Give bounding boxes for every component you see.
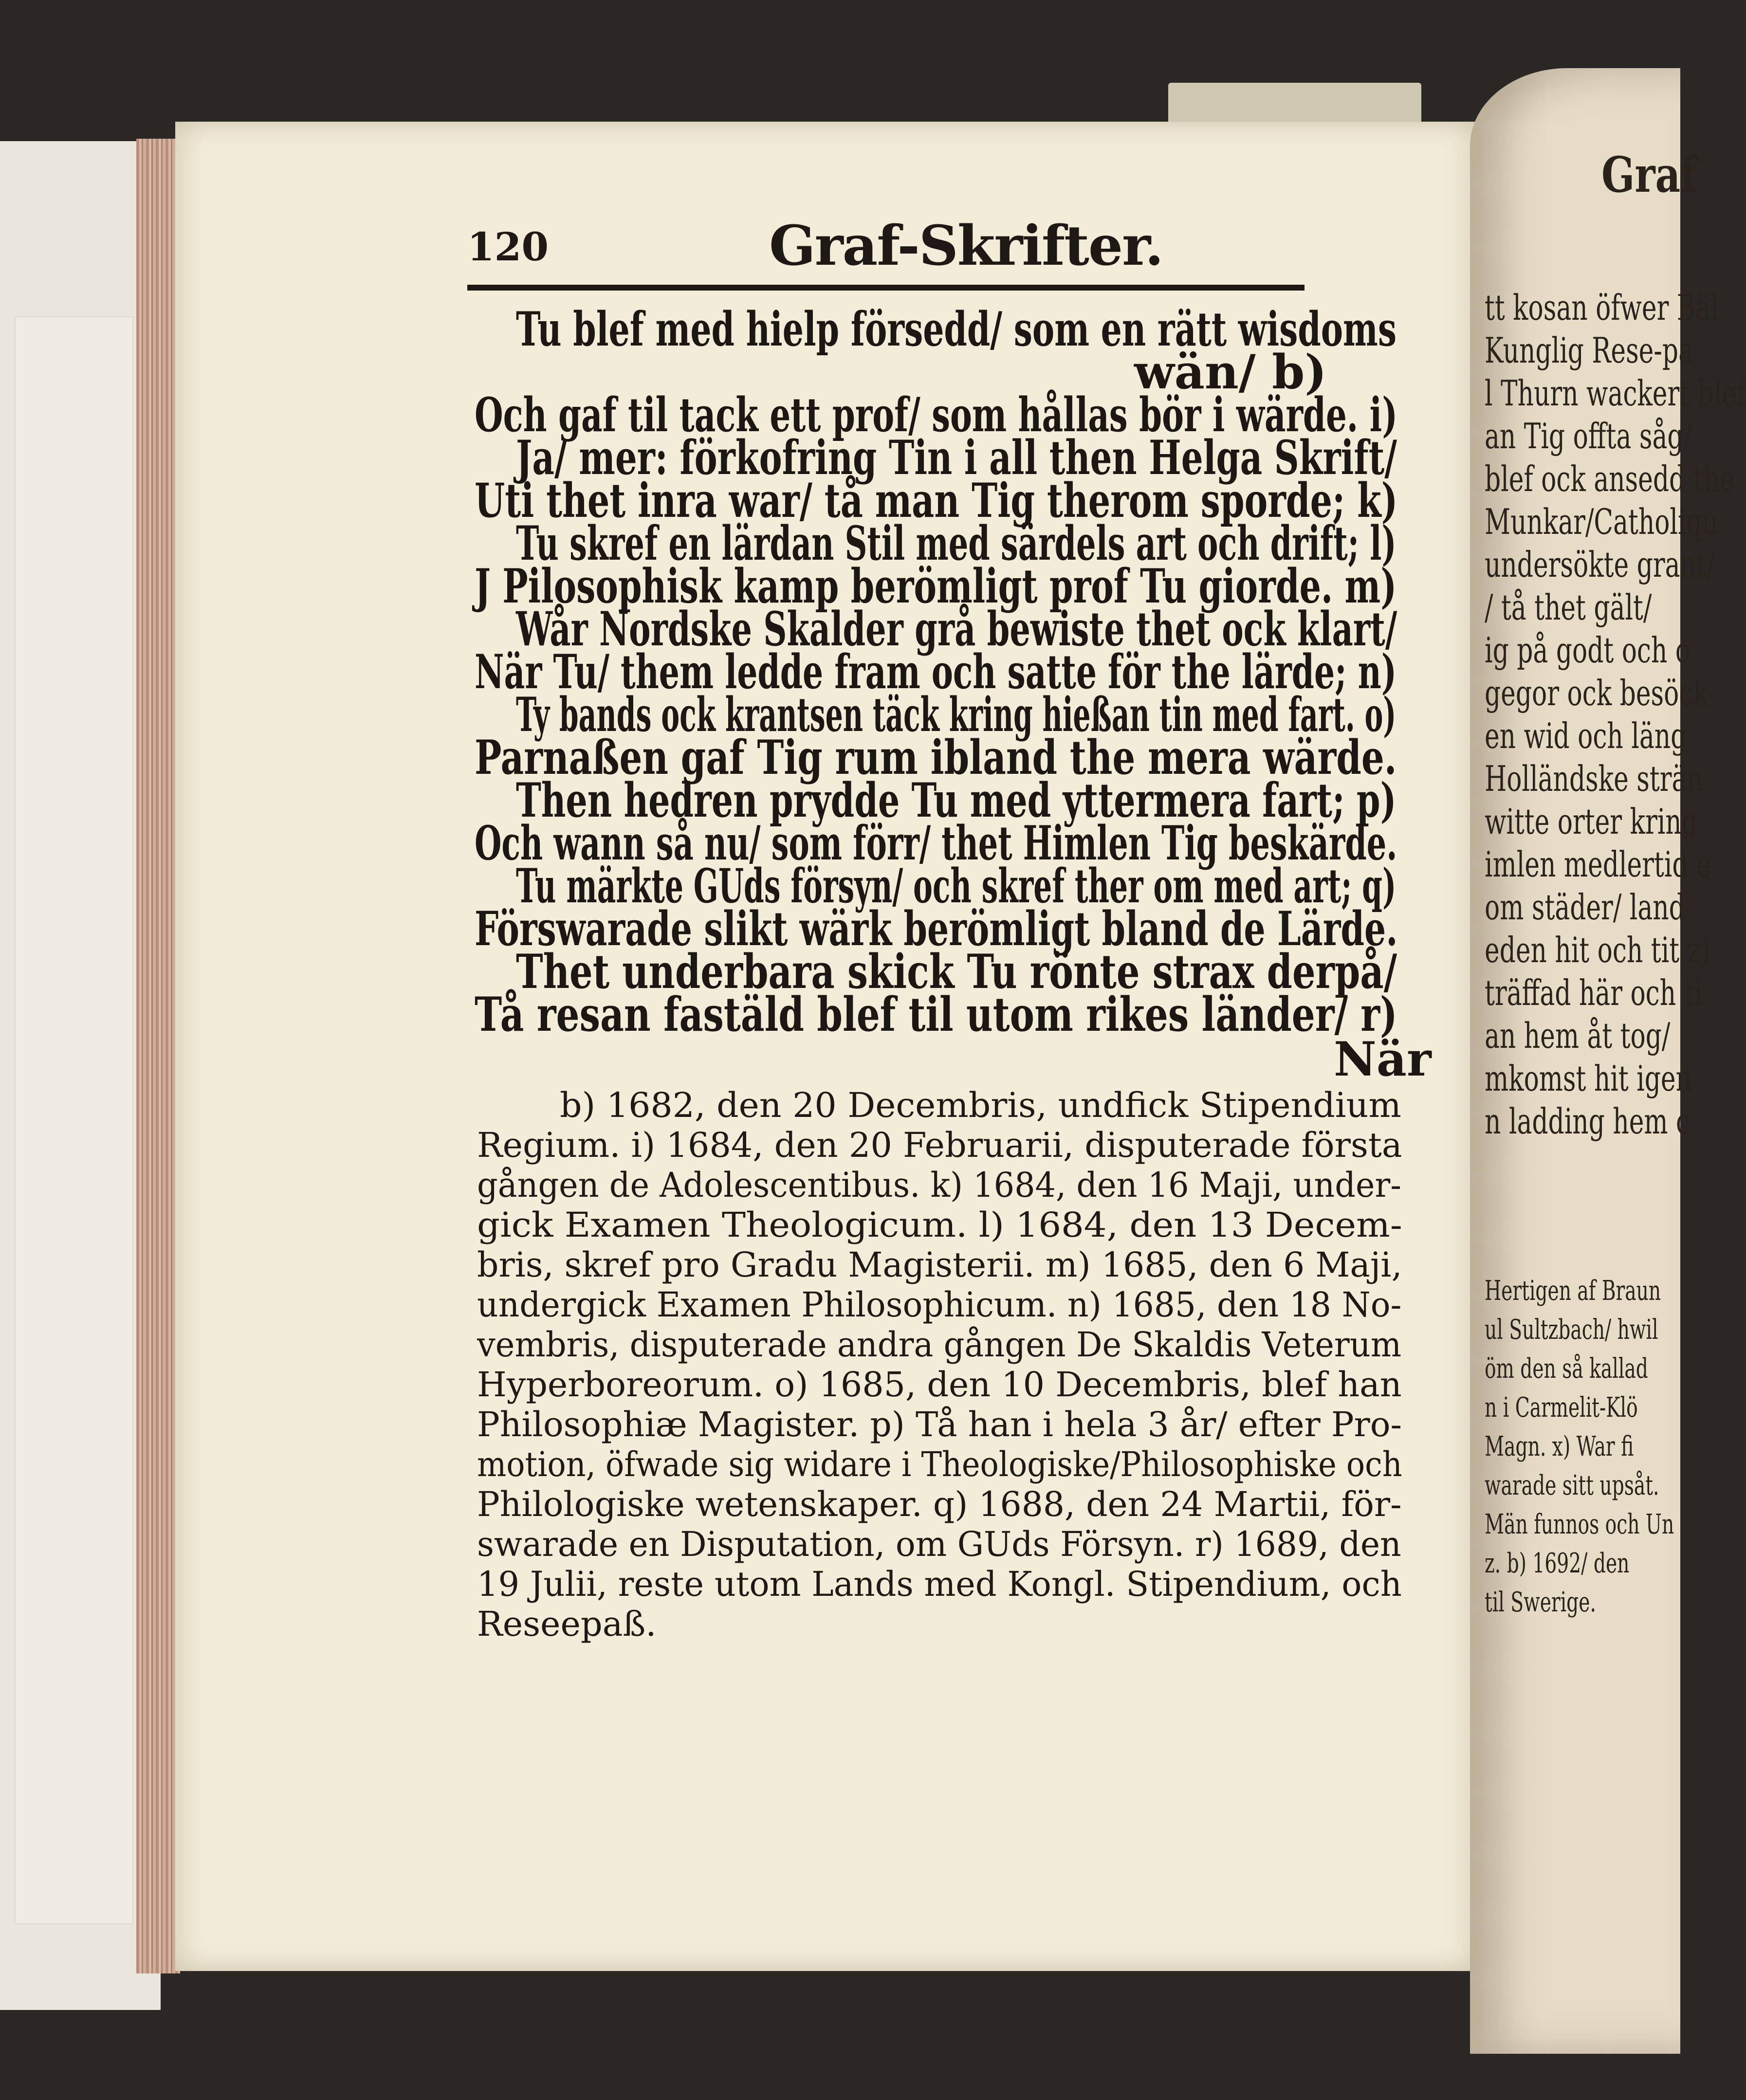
footnote-line: Reseepaß. bbox=[477, 1604, 657, 1644]
footnote-line: Philosophiæ Magister. p) Tå han i hela 3 år/ efter Pro- bbox=[477, 1405, 1402, 1444]
verse-line: När Tu/ them ledde fram och satte för the lärde; n) bbox=[475, 644, 1397, 699]
footnote-line: motion, öfwade sig widare i Theologiske/Philosophiske och bbox=[477, 1444, 1402, 1484]
facing-page-line: witte orter kring bbox=[1485, 801, 1698, 842]
verse-line: Förswarade slikt wärk berömligt bland de Lärde. bbox=[475, 901, 1398, 956]
facing-page-line: blef ock ansedd the bbox=[1485, 458, 1735, 499]
facing-page-line: eden hit och tit z) bbox=[1485, 930, 1711, 970]
footnote-line: 19 Julii, reste utom Lands med Kongl. Stipendium, och bbox=[477, 1564, 1402, 1604]
facing-page-line: undersökte grant/ bbox=[1485, 544, 1715, 585]
left-board-panel bbox=[15, 316, 133, 1924]
facing-page-note: Män funnos och Un bbox=[1485, 1509, 1674, 1540]
footnote-line: Hyperboreorum. o) 1685, den 10 Decembris, blef han bbox=[477, 1365, 1402, 1405]
verse-line: Then hedren prydde Tu med yttermera fart; p) bbox=[516, 773, 1397, 828]
facing-page-line: imlen medlertid e bbox=[1485, 844, 1711, 885]
catchword: När bbox=[1334, 1032, 1432, 1087]
verse-line: J Pilosophisk kamp berömligt prof Tu giorde. m) bbox=[475, 559, 1397, 614]
facing-page-line: gegor ock besöck bbox=[1485, 673, 1709, 713]
facing-page-line: / tå thet gält/ bbox=[1485, 587, 1652, 628]
facing-page-line: n ladding hem c bbox=[1485, 1101, 1691, 1142]
facing-page-note: Hertigen af Braun bbox=[1485, 1275, 1661, 1307]
footnote-line: gick Examen Theologicum. l) 1684, den 13 Decem- bbox=[477, 1205, 1402, 1245]
facing-page-line: om städer/ land bbox=[1485, 887, 1685, 928]
facing-page-note: öm den så kallad bbox=[1485, 1353, 1648, 1385]
footnote-line: bris, skref pro Gradu Magisterii. m) 1685, den 6 Maji, bbox=[477, 1245, 1402, 1285]
facing-page bbox=[1470, 68, 1746, 2054]
facing-page-note: n i Carmelit-Klö bbox=[1485, 1392, 1638, 1424]
facing-page-line: Munkar/Catholiqu bbox=[1485, 501, 1719, 542]
verse-line: Tu blef med hielp försedd/ som en rätt wisdoms bbox=[516, 302, 1397, 357]
facing-page-line: Kunglig Rese-pa bbox=[1485, 330, 1693, 371]
facing-page-note: warade sitt upsåt. bbox=[1485, 1470, 1659, 1501]
facing-page-note: Magn. x) War fi bbox=[1485, 1431, 1634, 1462]
facing-page-line: an Tig offta såg/ bbox=[1485, 416, 1692, 457]
facing-page-title: Graf bbox=[1601, 146, 1697, 203]
verse-line: Tå resan fastäld blef til utom rikes länder/ r) bbox=[475, 987, 1397, 1042]
footnote-line: b) 1682, den 20 Decembris, undfick Stipendium bbox=[560, 1085, 1401, 1125]
verse-line: wän/ b) bbox=[1134, 345, 1327, 400]
verse-line: Och gaf til tack ett prof/ som hållas bör i wärde. i) bbox=[475, 387, 1398, 442]
page-number: 120 bbox=[467, 224, 549, 270]
facing-page-note: z. b) 1692/ den bbox=[1485, 1548, 1630, 1579]
facing-page-note: til Swerige. bbox=[1485, 1587, 1596, 1618]
verse-line: Thet underbara skick Tu rönte strax derpå/ bbox=[516, 944, 1397, 999]
facing-page-line: mkomst hit igen bbox=[1485, 1058, 1692, 1099]
verse-line: Ty bands ock krantsen täck kring hießan tin med fart. o) bbox=[516, 687, 1397, 742]
header-rule bbox=[467, 285, 1305, 291]
footnote-line: vembris, disputerade andra gången De Skaldis Veterum bbox=[477, 1325, 1402, 1365]
footnote-line: gången de Adolescentibus. k) 1684, den 16 Maji, under- bbox=[477, 1165, 1401, 1205]
facing-page-note: ul Sultzbach/ hwil bbox=[1485, 1314, 1658, 1346]
running-title: Graf-Skrifter. bbox=[769, 214, 1163, 278]
facing-page-line: en wid och läng bbox=[1485, 715, 1687, 756]
verse-line: Tu märkte GUds försyn/ och skref ther om med art; q) bbox=[516, 858, 1397, 913]
footnote-line: undergick Examen Philosophicum. n) 1685, den 18 No- bbox=[477, 1285, 1402, 1325]
page-fore-edge bbox=[136, 139, 180, 1973]
verse-line: Ja/ mer: förkofring Tin i all then Helga Skrift/ bbox=[516, 430, 1397, 485]
facing-page-line: l Thurn wackert blef bbox=[1485, 373, 1746, 414]
verse-line: Tu skref en lärdan Stil med särdels art och drift; l) bbox=[516, 516, 1397, 571]
footnote-line: swarade en Disputation, om GUds Försyn. r) 1689, den bbox=[477, 1524, 1401, 1564]
facing-page-line: träffad här och ti bbox=[1485, 972, 1702, 1013]
facing-page-line: ig på godt och o bbox=[1485, 630, 1691, 671]
verse-line: Och wann så nu/ som förr/ thet Himlen Tig beskärde. bbox=[475, 816, 1397, 871]
facing-page-line: tt kosan öfwer Bäl bbox=[1485, 287, 1719, 328]
facing-page-line: an hem åt tog/ bbox=[1485, 1015, 1671, 1056]
footnote-line: Philologiske wetenskaper. q) 1688, den 24 Martii, för- bbox=[477, 1484, 1402, 1524]
verse-line: Parnaßen gaf Tig rum ibland the mera wärde. bbox=[475, 730, 1397, 785]
footnote-line: Regium. i) 1684, den 20 Februarii, disputerade första bbox=[477, 1125, 1402, 1165]
verse-line: Uti thet inra war/ tå man Tig therom sporde; k) bbox=[475, 473, 1398, 528]
verse-line: Wår Nordske Skalder grå bewiste thet ock klart/ bbox=[516, 602, 1397, 657]
facing-page-line: Holländske strän bbox=[1485, 758, 1703, 799]
page-header bbox=[467, 214, 1392, 277]
